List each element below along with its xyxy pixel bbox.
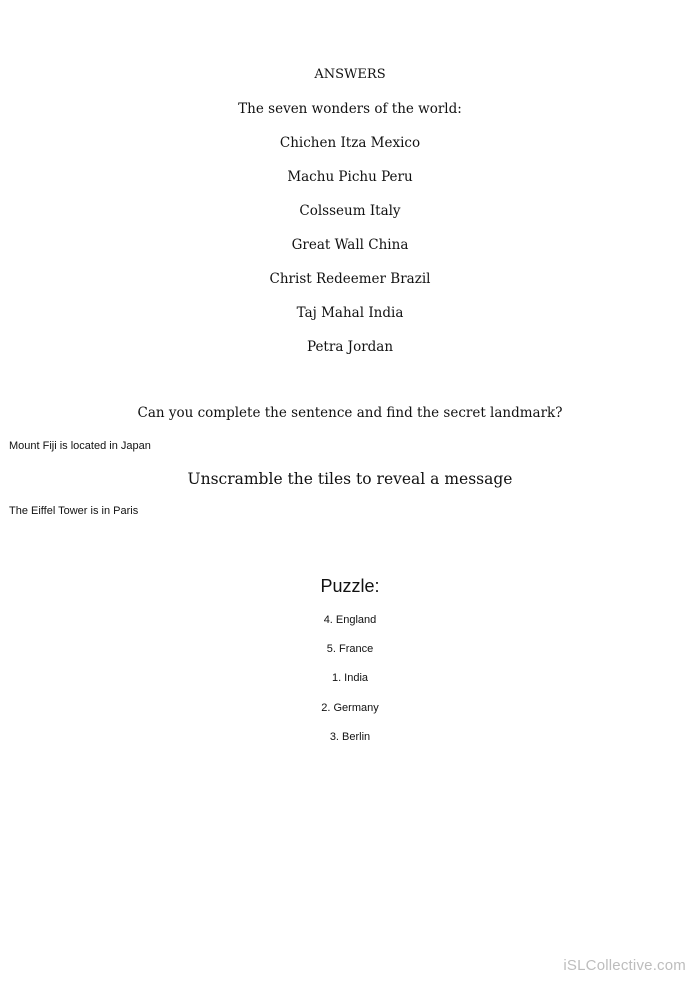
secret-landmark-question: Can you complete the sentence and find the secret landmark? — [137, 405, 563, 421]
wonder-item: Petra Jordan — [306, 339, 394, 355]
answers-title: ANSWERS — [314, 67, 386, 82]
secret-landmark-answer: Mount Fiji is located in Japan — [9, 440, 151, 452]
unscramble-heading: Unscramble the tiles to reveal a message — [187, 470, 513, 488]
puzzle-item: 4. England — [323, 614, 377, 626]
wonder-item: Taj Mahal India — [296, 305, 404, 321]
watermark: iSLCollective.com — [563, 957, 686, 974]
puzzle-item: 2. Germany — [321, 702, 379, 714]
wonder-item: Colsseum Italy — [299, 203, 401, 219]
wonder-item: Great Wall China — [291, 237, 409, 253]
wonder-item: Chichen Itza Mexico — [279, 135, 421, 151]
wonder-item: Christ Redeemer Brazil — [269, 271, 431, 287]
puzzle-item: 1. India — [331, 672, 369, 684]
wonder-item: Machu Pichu Peru — [287, 169, 413, 185]
puzzle-item: 3. Berlin — [329, 731, 371, 743]
wonders-heading: The seven wonders of the world: — [238, 101, 462, 117]
puzzle-item: 5. France — [326, 643, 374, 655]
puzzle-title: Puzzle: — [320, 576, 380, 596]
unscramble-answer: The Eiffel Tower is in Paris — [9, 505, 139, 517]
